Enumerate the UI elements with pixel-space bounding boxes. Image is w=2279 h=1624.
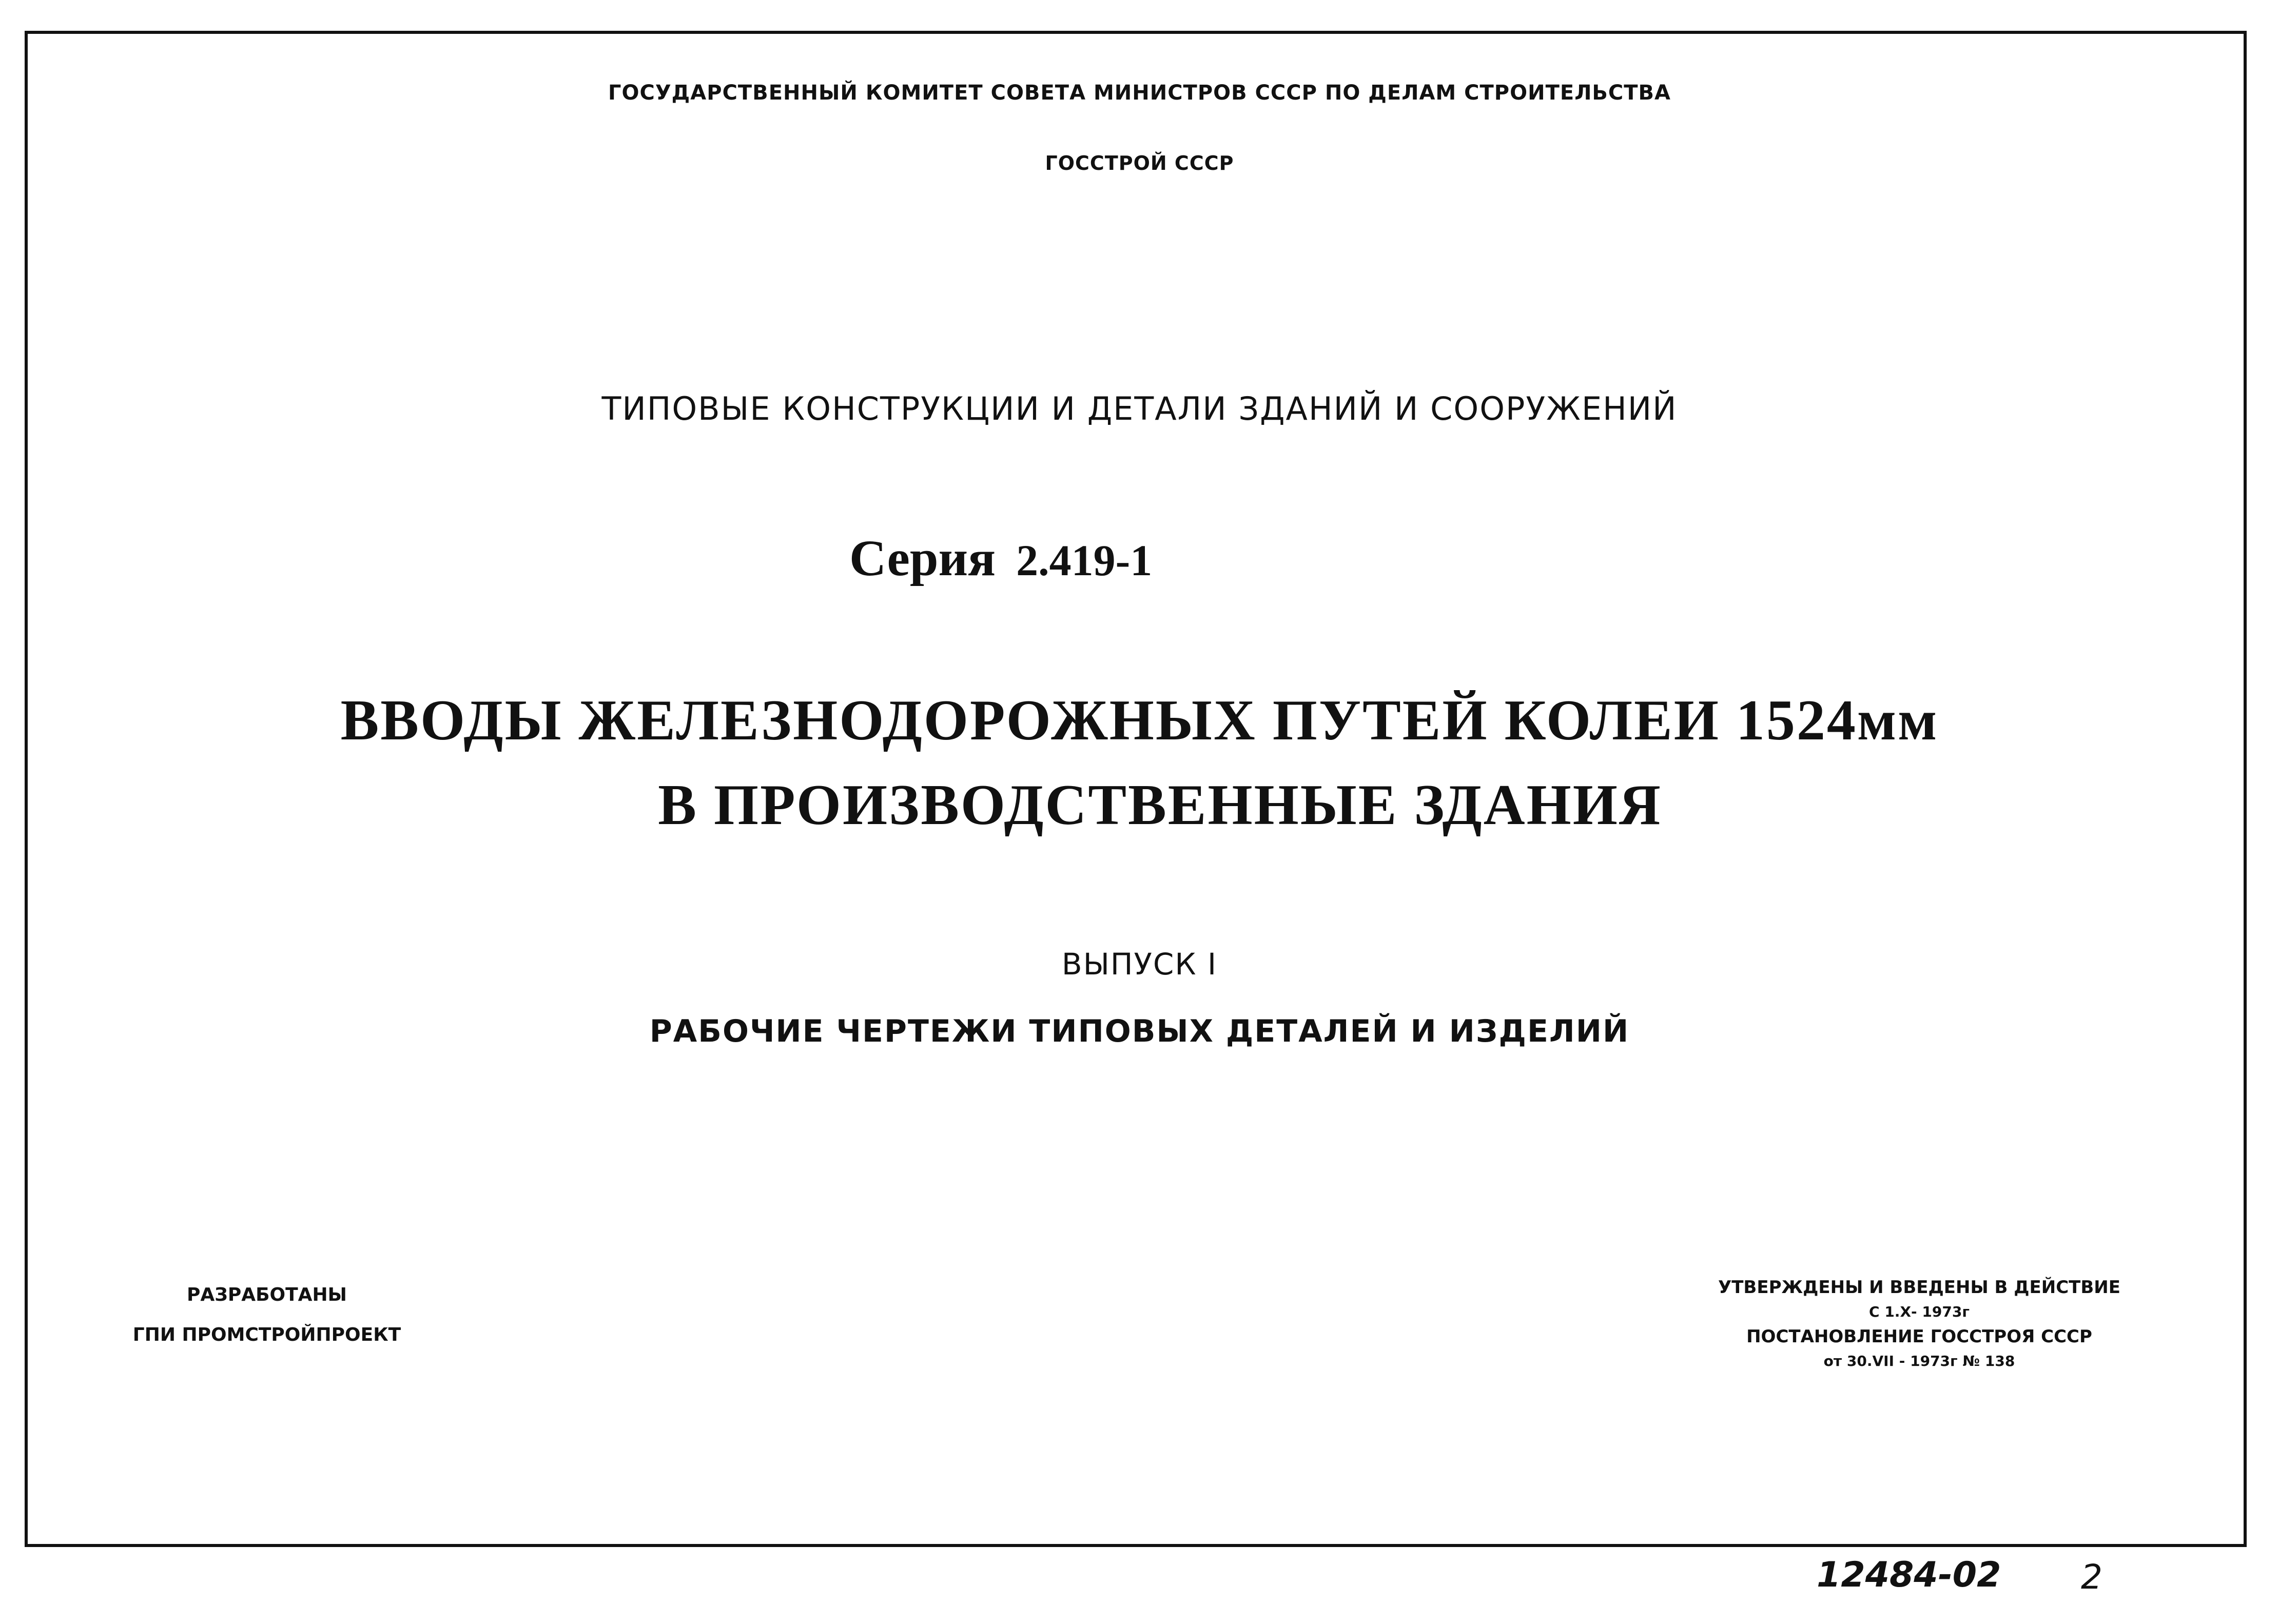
developer-organization: ГПИ ПРОМСТРОЙПРОЕКТ: [132, 1324, 401, 1345]
document-number: 12484-02: [1817, 1555, 2001, 1595]
issue-subtitle: РАБОЧИЕ ЧЕРТЕЖИ ТИПОВЫХ ДЕТАЛЕЙ И ИЗДЕЛИЙ: [649, 1013, 1630, 1049]
series-label: Серия: [849, 530, 996, 586]
series-heading: [849, 529, 1152, 588]
developer-block: [108, 1275, 426, 1355]
series-number: 2.419-1: [1016, 536, 1153, 585]
document-title-line-2: В ПРОИЗВОДСТВЕННЫЕ ЗДАНИЯ: [658, 773, 1662, 837]
sheet-number: 2: [2081, 1557, 2102, 1597]
developer-label: РАЗРАБОТАНЫ: [187, 1284, 347, 1305]
collection-title: ТИПОВЫЕ КОНСТРУКЦИИ И ДЕТАЛИ ЗДАНИЙ И СООРУЖЕНИЙ: [601, 390, 1678, 427]
approval-block: [1683, 1275, 2155, 1374]
document-title-line-1: ВВОДЫ ЖЕЛЕЗНОДОРОЖНЫХ ПУТЕЙ КОЛЕИ 1524мм: [340, 689, 1939, 752]
approval-line-4: от 30.VII - 1973г № 138: [1823, 1353, 2015, 1369]
committee-heading: ГОСУДАРСТВЕННЫЙ КОМИТЕТ СОВЕТА МИНИСТРОВ СССР ПО ДЕЛАМ СТРОИТЕЛЬСТВА: [608, 81, 1671, 105]
issue-label: ВЫПУСК I: [1061, 947, 1218, 982]
approval-line-3: ПОСТАНОВЛЕНИЕ ГОССТРОЯ СССР: [1746, 1326, 2092, 1347]
approval-line-1: УТВЕРЖДЕНЫ И ВВЕДЕНЫ В ДЕЙСТВИЕ: [1718, 1277, 2120, 1298]
approval-line-2: С 1.Х- 1973г: [1869, 1303, 1970, 1320]
agency-heading: ГОССТРОЙ СССР: [1045, 152, 1234, 174]
